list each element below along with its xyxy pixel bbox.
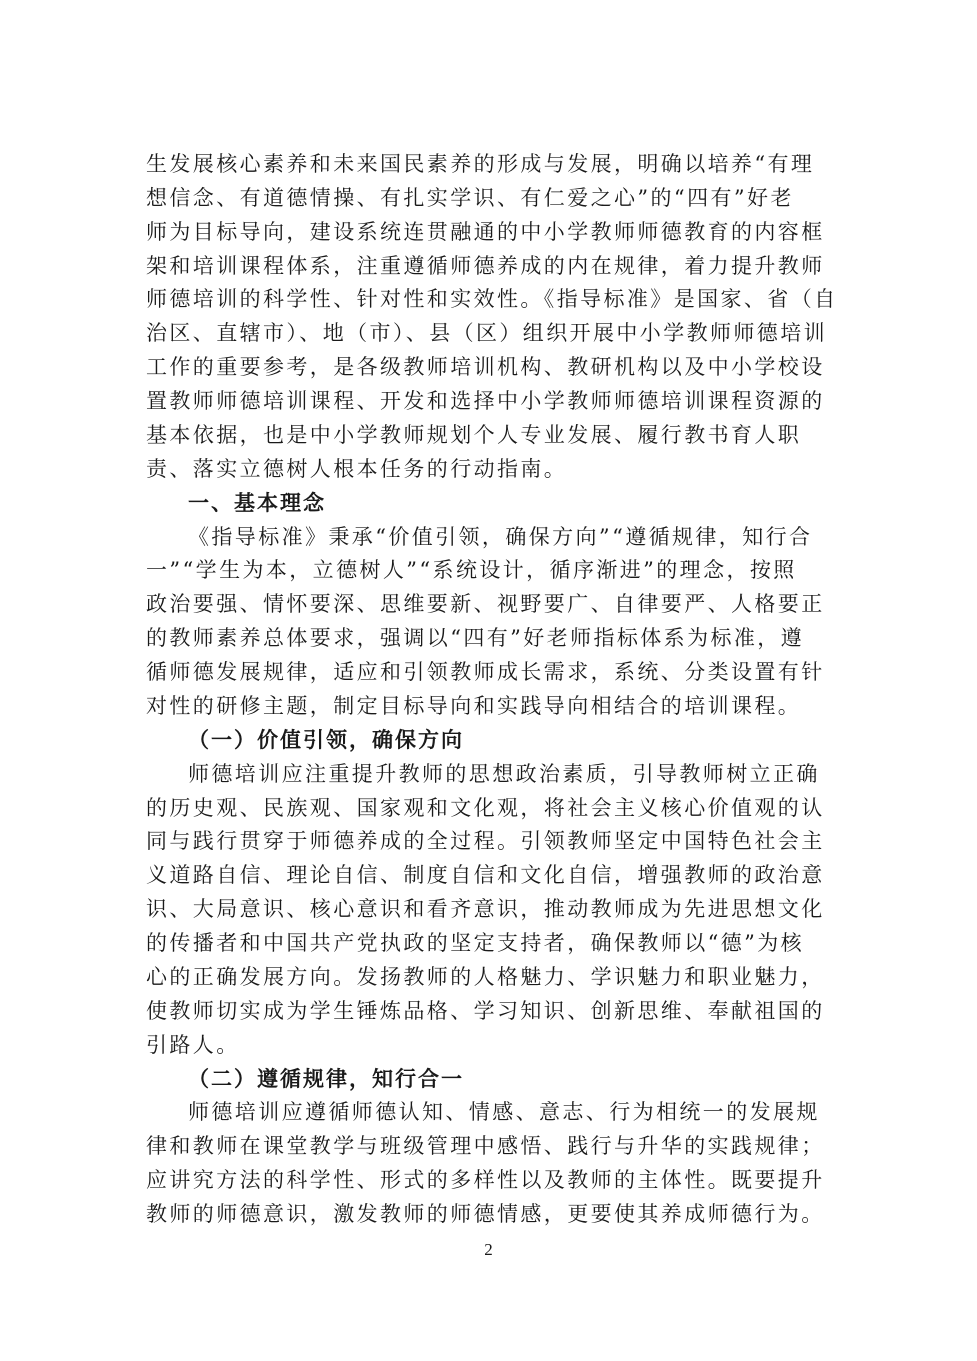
text-line: 置教师师德培训课程、开发和选择中小学教师师德培训课程资源的	[146, 389, 825, 413]
text-line: 责、落实立德树人根本任务的行动指南。	[146, 457, 568, 481]
text-line: 想信念、有道德情操、有扎实学识、有仁爱之心”的“四有”好老	[146, 186, 794, 210]
text-line: 生发展核心素养和未来国民素养的形成与发展，明确以培养“有理	[146, 152, 815, 176]
text-line: 工作的重要参考，是各级教师培训机构、教研机构以及中小学校设	[146, 355, 825, 379]
text-line: 基本依据，也是中小学教师规划个人专业发展、履行教书育人职	[146, 423, 802, 447]
text-line: 识、大局意识、核心意识和看齐意识，推动教师成为先进思想文化	[146, 897, 825, 921]
text-line: 师为目标导向，建设系统连贯融通的中小学教师师德教育的内容框	[146, 220, 825, 244]
text-line: 的传播者和中国共产党执政的坚定支持者，确保教师以“德”为核	[146, 931, 805, 955]
section-heading: 一、基本理念	[188, 491, 326, 515]
text-line: 政治要强、情怀要深、思维要新、视野要广、自律要严、人格要正	[146, 592, 825, 616]
subsection-heading: （二）遵循规律，知行合一	[188, 1067, 464, 1091]
text-line: 同与践行贯穿于师德养成的全过程。引领教师坚定中国特色社会主	[146, 829, 825, 853]
text-line: 架和培训课程体系，注重遵循师德养成的内在规律，着力提升教师	[146, 254, 825, 278]
text-line: 引路人。	[146, 1033, 240, 1057]
text-line: 应讲究方法的科学性、形式的多样性以及教师的主体性。既要提升	[146, 1168, 825, 1192]
text-line: 律和教师在课堂教学与班级管理中感悟、践行与升华的实践规律；	[146, 1134, 825, 1158]
text-line: 使教师切实成为学生锤炼品格、学习知识、创新思维、奉献祖国的	[146, 999, 825, 1023]
text-line: 《指导标准》秉承“价值引领，确保方向”“遵循规律，知行合	[188, 525, 813, 549]
text-line: 的历史观、民族观、国家观和文化观，将社会主义核心价值观的认	[146, 796, 825, 820]
page-number: 2	[484, 1240, 493, 1259]
subsection-heading: （一）价值引领，确保方向	[188, 728, 464, 752]
text-line: 治区、直辖市）、地（市）、县（区）组织开展中小学教师师德培训	[146, 321, 827, 345]
text-line: 教师的师德意识，激发教师的师德情感，更要使其养成师德行为。	[146, 1202, 825, 1226]
text-line: 一”“学生为本，立德树人”“系统设计，循序渐进”的理念，按照	[146, 558, 797, 582]
text-line: 师德培训应注重提升教师的思想政治素质，引导教师树立正确	[188, 762, 820, 786]
text-line: 师德培训应遵循师德认知、情感、意志、行为相统一的发展规	[188, 1100, 820, 1124]
text-line: 义道路自信、理论自信、制度自信和文化自信，增强教师的政治意	[146, 863, 825, 887]
text-line: 循师德发展规律，适应和引领教师成长需求，系统、分类设置有针	[146, 660, 825, 684]
text-line: 对性的研修主题，制定目标导向和实践导向相结合的培训课程。	[146, 694, 802, 718]
text-line: 的教师素养总体要求，强调以“四有”好老师指标体系为标准，遵	[146, 626, 805, 650]
text-line: 师德培训的科学性、针对性和实效性。《指导标准》是国家、省（自	[146, 287, 838, 311]
text-line: 心的正确发展方向。发扬教师的人格魅力、学识魅力和职业魅力，	[146, 965, 825, 989]
